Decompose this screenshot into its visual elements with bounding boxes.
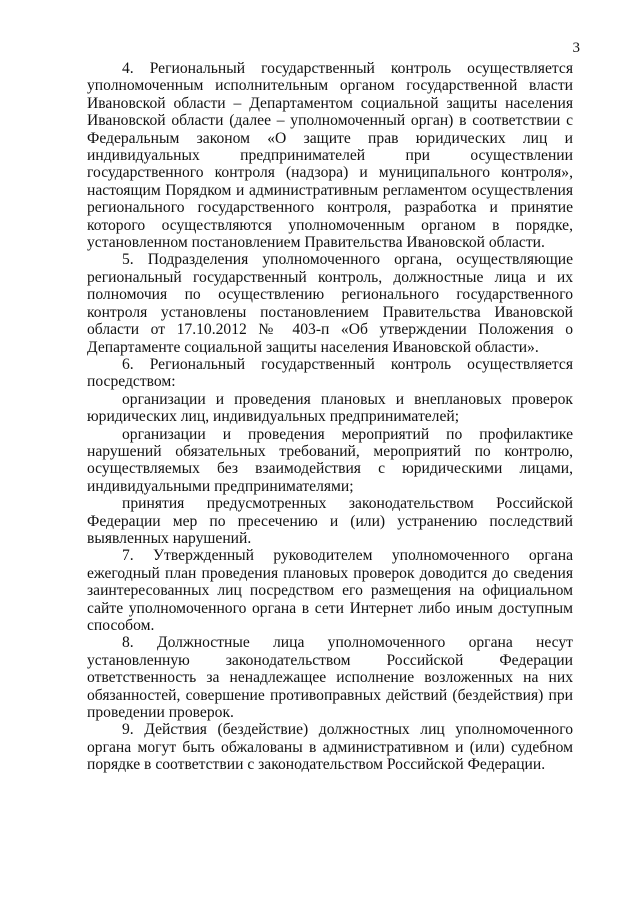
- paragraph-5: 5. Подразделения уполномоченного органа, осуществляющие региональный государственный контроль, должностные лица и их полномочия по осуществлению регионального государственного контроля установлены постановлением Правительства Ивановской области от 17.10.2012 № 403-п «Об утверждении Положения о Департаменте социальной защиты населения Ивановской области».: [87, 251, 573, 356]
- paragraph-6-item-2: организации и проведения мероприятий по профилактике нарушений обязательных требований, мероприятий по контролю, осуществляемых без взаимодействия с юридическими лицами, индивидуальными предпринимателями;: [87, 425, 573, 495]
- document-body: [87, 60, 573, 774]
- paragraph-6-item-3: принятия предусмотренных законодательством Российской Федерации мер по пресечению и (или) устранению последствий выявленных нарушений.: [87, 495, 573, 547]
- paragraph-6: 6. Региональный государственный контроль осуществляется посредством:: [87, 355, 573, 391]
- paragraph-4: 4. Региональный государственный контроль осуществляется уполномоченным исполнительным органом государственной власти Ивановской области – Департаментом социальной защиты населения Ивановской области (далее – уполномоченный орган) в соответствии с Федеральным законом «О защите прав юридических лиц и индивидуальных предпринимателей при осуществлении государственного контроля (надзора) и муниципального контроля», настоящим Порядком и административным регламентом осуществления регионального государственного контроля, разработка и принятие которого осуществляются уполномоченным органом в порядке, установленном постановлением Правительства Ивановской области.: [87, 60, 573, 252]
- paragraph-8: 8. Должностные лица уполномоченного органа несут установленную законодательством Российской Федерации ответственность за ненадлежащее исполнение возложенных на них обязанностей, совершение противоправных действий (бездействия) при проведении проверок.: [87, 634, 573, 722]
- paragraph-7: 7. Утвержденный руководителем уполномоченного органа ежегодный план проведения плановых проверок доводится до сведения заинтересованных лиц посредством его размещения на официальном сайте уполномоченного органа в сети Интернет либо иным доступным способом.: [87, 547, 573, 634]
- paragraph-6-item-1: организации и проведения плановых и внеплановых проверок юридических лиц, индивидуальных предпринимателей;: [87, 390, 573, 426]
- paragraph-9: 9. Действия (бездействие) должностных лиц уполномоченного органа могут быть обжалованы в административном и (или) судебном порядке в соответствии с законодательством Российской Федерации.: [87, 721, 573, 774]
- page-number: 3: [572, 40, 580, 56]
